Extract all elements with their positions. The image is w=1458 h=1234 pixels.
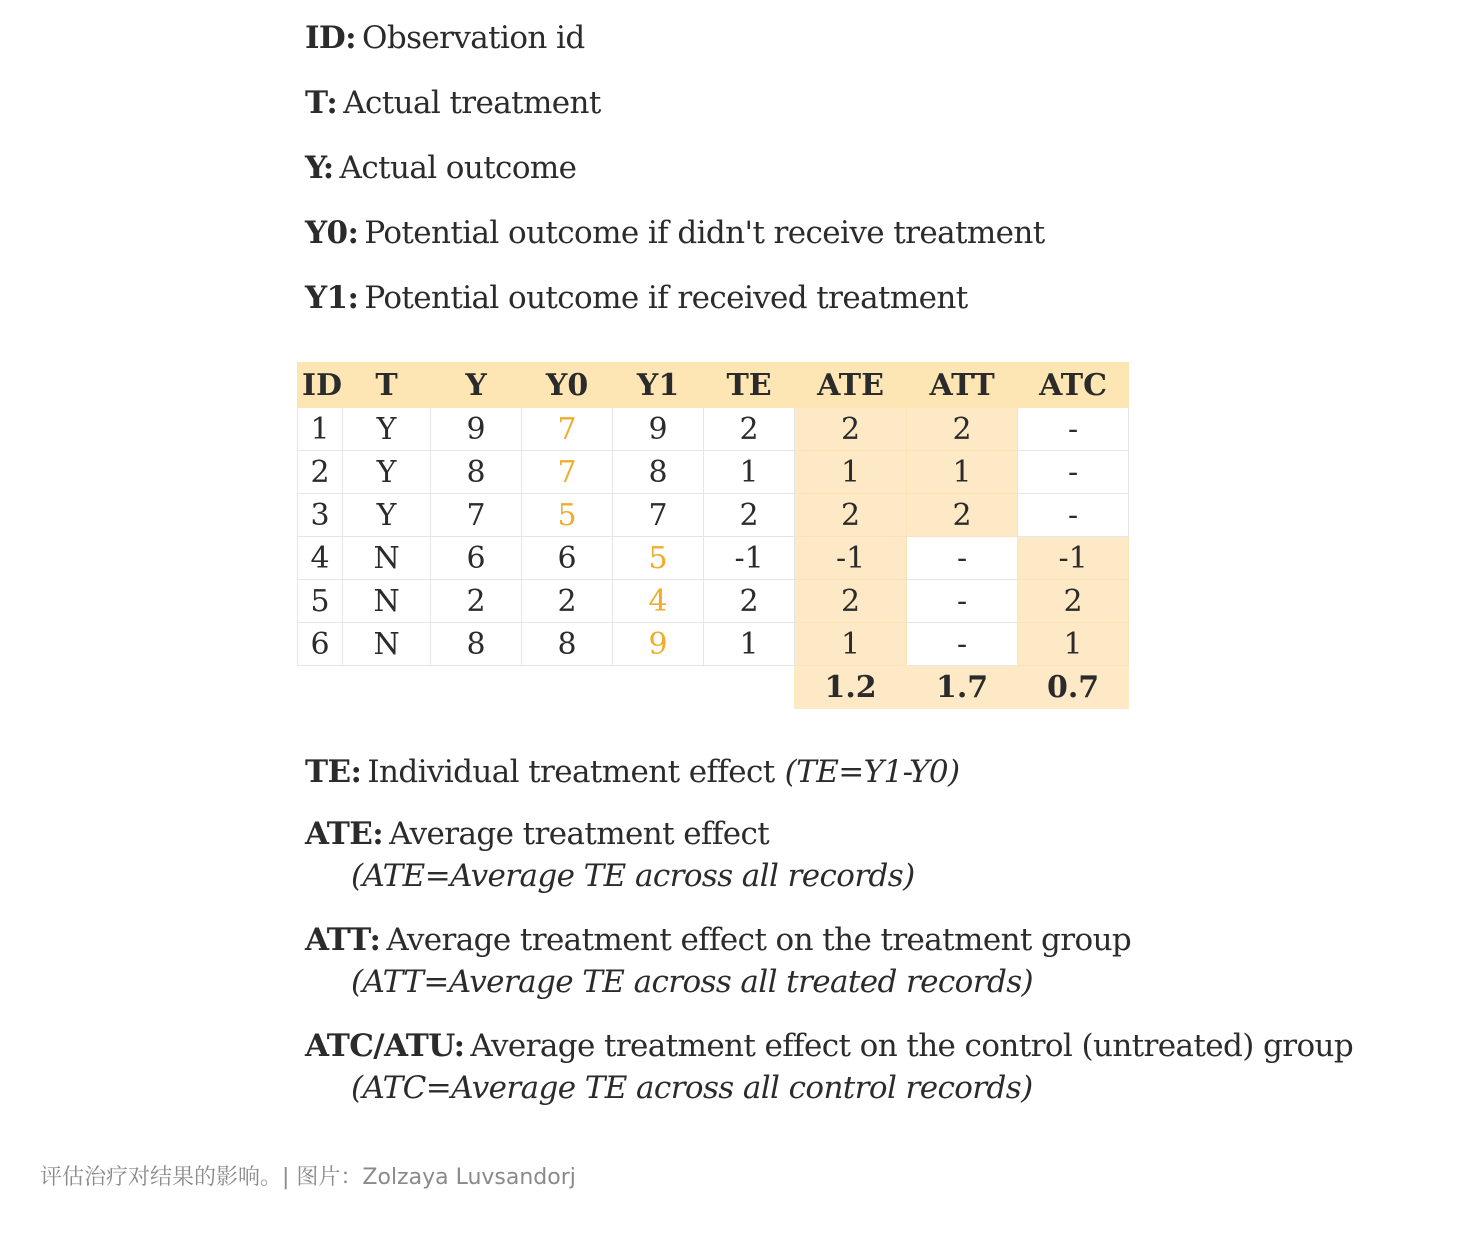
def-formula: (TE=Y1-Y0) bbox=[784, 754, 960, 790]
table-cell: 8 bbox=[613, 451, 704, 494]
table-cell: 1 bbox=[907, 451, 1018, 494]
table-cell: 2 bbox=[298, 451, 343, 494]
table-row bbox=[298, 494, 1129, 537]
def-key: ATC/ATU: bbox=[305, 1028, 465, 1064]
table-cell: 1 bbox=[704, 623, 795, 666]
table-cell: 7 bbox=[431, 494, 522, 537]
def-key: TE: bbox=[305, 754, 362, 790]
column-header: TE bbox=[704, 363, 795, 408]
def-y0 bbox=[305, 213, 1045, 278]
table-cell: 2 bbox=[795, 494, 907, 537]
table-cell: 5 bbox=[298, 580, 343, 623]
def-att bbox=[305, 920, 1353, 1004]
column-header: ATE bbox=[795, 363, 907, 408]
def-y bbox=[305, 148, 1045, 213]
table-row bbox=[298, 623, 1129, 666]
table-cell: 2 bbox=[522, 580, 613, 623]
def-text: Individual treatment effect bbox=[367, 754, 775, 790]
table-cell: 2 bbox=[1018, 580, 1129, 623]
table-cell: 8 bbox=[431, 623, 522, 666]
table-cell: 2 bbox=[907, 408, 1018, 451]
table-cell: Y bbox=[343, 451, 431, 494]
def-text: Actual outcome bbox=[339, 150, 577, 186]
table-cell: 4 bbox=[613, 580, 704, 623]
def-key: ATT: bbox=[305, 922, 381, 958]
table-cell: 1 bbox=[704, 451, 795, 494]
table-cell: 1 bbox=[795, 451, 907, 494]
table-cell: N bbox=[343, 580, 431, 623]
table-cell: 2 bbox=[704, 408, 795, 451]
table-cell: -1 bbox=[1018, 537, 1129, 580]
def-formula: (ATE=Average TE across all records) bbox=[351, 858, 915, 894]
table-cell: - bbox=[1018, 494, 1129, 537]
table-cell: - bbox=[1018, 451, 1129, 494]
table-cell: 5 bbox=[613, 537, 704, 580]
def-key: ID: bbox=[305, 20, 357, 56]
summary-spacer bbox=[298, 666, 795, 709]
def-te bbox=[305, 752, 1353, 792]
table-header-row bbox=[298, 363, 1129, 408]
column-header: Y1 bbox=[613, 363, 704, 408]
table-cell: 2 bbox=[795, 408, 907, 451]
def-key: Y1: bbox=[305, 280, 359, 316]
def-text: Potential outcome if received treatment bbox=[364, 280, 968, 316]
table-cell: 6 bbox=[298, 623, 343, 666]
table-cell: Y bbox=[343, 494, 431, 537]
table-cell: - bbox=[907, 623, 1018, 666]
table-cell: 8 bbox=[522, 623, 613, 666]
def-text: Average treatment effect on the treatment group bbox=[386, 922, 1132, 958]
def-key: Y0: bbox=[305, 215, 359, 251]
def-text: Actual treatment bbox=[343, 85, 601, 121]
table-cell: 2 bbox=[795, 580, 907, 623]
table-cell: Y bbox=[343, 408, 431, 451]
def-ate bbox=[305, 814, 1353, 898]
table-cell: 6 bbox=[431, 537, 522, 580]
table-cell: 2 bbox=[431, 580, 522, 623]
summary-ate: 1.2 bbox=[795, 666, 907, 709]
def-id bbox=[305, 18, 1045, 83]
table-row bbox=[298, 537, 1129, 580]
table-cell: - bbox=[907, 537, 1018, 580]
column-header: Y bbox=[431, 363, 522, 408]
table-cell: 3 bbox=[298, 494, 343, 537]
table-cell: N bbox=[343, 623, 431, 666]
table-cell: -1 bbox=[795, 537, 907, 580]
summary-atc: 0.7 bbox=[1018, 666, 1129, 709]
table-cell: 2 bbox=[704, 494, 795, 537]
table-cell: 9 bbox=[613, 623, 704, 666]
table-cell: 1 bbox=[795, 623, 907, 666]
table-row bbox=[298, 580, 1129, 623]
def-key: ATE: bbox=[305, 816, 384, 852]
table-cell: -1 bbox=[704, 537, 795, 580]
table-cell: 5 bbox=[522, 494, 613, 537]
summary-row bbox=[298, 666, 1129, 709]
column-header: ATC bbox=[1018, 363, 1129, 408]
table-cell: 7 bbox=[613, 494, 704, 537]
def-formula: (ATT=Average TE across all treated records) bbox=[351, 964, 1034, 1000]
def-t bbox=[305, 83, 1045, 148]
summary-att: 1.7 bbox=[907, 666, 1018, 709]
table-cell: 8 bbox=[431, 451, 522, 494]
def-atc bbox=[305, 1026, 1353, 1110]
table-cell: - bbox=[1018, 408, 1129, 451]
def-text: Potential outcome if didn't receive treatment bbox=[364, 215, 1045, 251]
table-cell: 1 bbox=[1018, 623, 1129, 666]
table-cell: 2 bbox=[704, 580, 795, 623]
table-row bbox=[298, 451, 1129, 494]
table-cell: 9 bbox=[613, 408, 704, 451]
table-cell: 1 bbox=[298, 408, 343, 451]
column-header: Y0 bbox=[522, 363, 613, 408]
column-header: T bbox=[343, 363, 431, 408]
table-cell: N bbox=[343, 537, 431, 580]
column-header: ID bbox=[298, 363, 343, 408]
def-key: Y: bbox=[305, 150, 334, 186]
definitions-top bbox=[305, 18, 1045, 343]
column-header: ATT bbox=[907, 363, 1018, 408]
def-formula: (ATC=Average TE across all control records) bbox=[351, 1070, 1033, 1106]
def-key: T: bbox=[305, 85, 338, 121]
table-cell: 7 bbox=[522, 408, 613, 451]
table-cell: - bbox=[907, 580, 1018, 623]
def-y1 bbox=[305, 278, 1045, 343]
table-cell: 9 bbox=[431, 408, 522, 451]
def-text: Observation id bbox=[362, 20, 585, 56]
def-text: Average treatment effect on the control (untreated) group bbox=[470, 1028, 1354, 1064]
def-text: Average treatment effect bbox=[389, 816, 770, 852]
table-cell: 2 bbox=[907, 494, 1018, 537]
table-row bbox=[298, 408, 1129, 451]
definitions-bottom bbox=[305, 752, 1353, 1132]
table-cell: 7 bbox=[522, 451, 613, 494]
table-cell: 6 bbox=[522, 537, 613, 580]
table-cell: 4 bbox=[298, 537, 343, 580]
image-caption: 评估治疗对结果的影响。| 图片：Zolzaya Luvsandorj bbox=[40, 1165, 576, 1190]
treatment-effect-table bbox=[297, 362, 1129, 709]
